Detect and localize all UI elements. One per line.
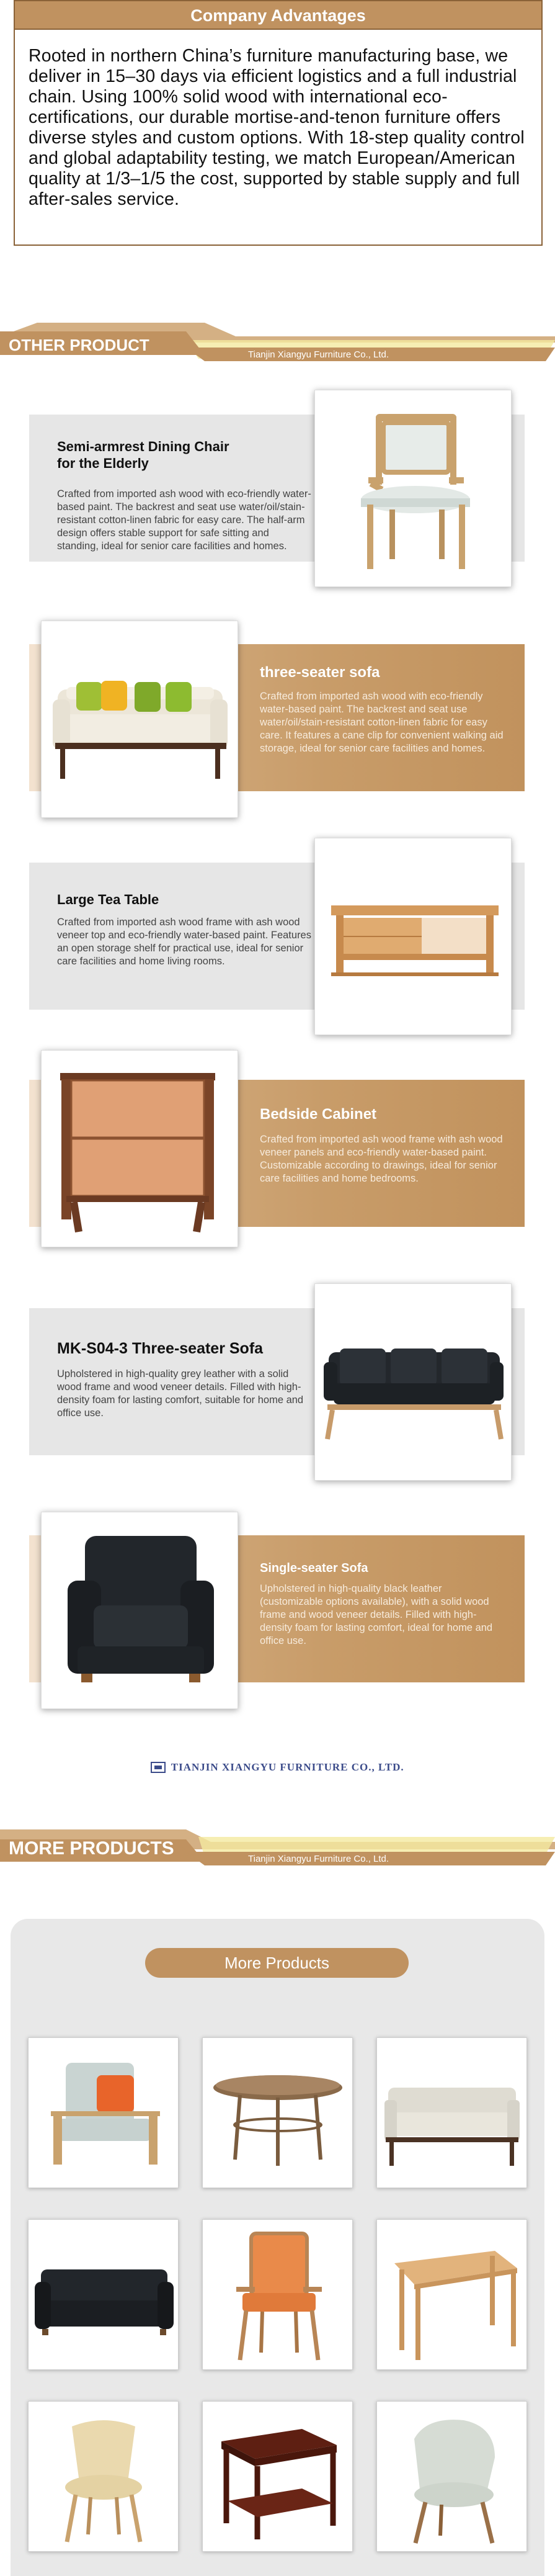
product-title: Single-seater Sofa bbox=[260, 1561, 368, 1575]
accent-chair-icon[interactable] bbox=[376, 2401, 527, 2552]
cream-chair-icon[interactable] bbox=[28, 2401, 179, 2552]
product-row bbox=[0, 1512, 555, 1710]
product-title: Bedside Cabinet bbox=[260, 1106, 377, 1123]
dining-chair-icon[interactable] bbox=[314, 390, 512, 587]
product-row bbox=[0, 838, 555, 1036]
product-title: Large Tea Table bbox=[57, 892, 159, 907]
panel-edge bbox=[29, 644, 42, 791]
advantages-text: Rooted in northern China’s furniture manufacturing base, we deliver in 15–30 days via efficient logistics and a full industrial chain. Using 100% solid wood with international eco-certifications, our durable mortise-and-tenon furniture offers diverse styles and custom options. With 18-step quality control and global adaptability testing, we match European/American quality at 1/3–1/5 the cost, supported by stable supply and full after-sales service. bbox=[29, 46, 525, 209]
lounge-chair-icon[interactable] bbox=[28, 2037, 179, 2188]
side-table-icon[interactable] bbox=[202, 2401, 353, 2552]
company-logo bbox=[0, 1761, 555, 1774]
product-description: Upholstered in high-quality black leather (customizable options available), with a solid wood frame and wood veneer details. Filled with high-density foam for lasting comfort, ideal for home and office use. bbox=[260, 1583, 493, 1646]
product-row bbox=[0, 390, 555, 588]
company-advantages-box bbox=[14, 0, 543, 246]
leather-sofa-icon[interactable] bbox=[314, 1283, 512, 1481]
panel-edge bbox=[29, 1080, 42, 1227]
dining-table-icon[interactable] bbox=[376, 2219, 527, 2370]
more-products-button[interactable]: More Products bbox=[145, 1948, 409, 1978]
loveseat-icon[interactable] bbox=[376, 2037, 527, 2188]
company-logo-text: TIANJIN XIANGYU FURNITURE CO., LTD. bbox=[171, 1761, 404, 1773]
panel-edge bbox=[29, 1535, 42, 1682]
more-products-title: MORE PRODUCTS bbox=[9, 1838, 174, 1859]
other-product-subtitle: Tianjin Xiangyu Furniture Co., Ltd. bbox=[248, 349, 389, 360]
product-row bbox=[0, 1050, 555, 1249]
product-title: MK-S04-3 Three-seater Sofa bbox=[57, 1340, 264, 1357]
product-description: Upholstered in high-quality grey leather with a solid wood frame and wood veneer details. Filled with high-density foam for lasting comfort, suitable for home and office use. bbox=[57, 1368, 304, 1419]
black-sofa-icon[interactable] bbox=[28, 2219, 179, 2370]
product-row bbox=[0, 621, 555, 819]
product-description: Crafted from imported ash wood with eco-friendly water-based paint. The backrest and seat use water/oil/stain-resistant cotton-linen fabric for easy care. The half-arm design offers stable support for safe sitting and standing, ideal for senior care facilities and homes. bbox=[57, 488, 311, 552]
product-description: Crafted from imported ash wood frame with ash wood veneer panels and eco-friendly water-based paint. Customizable according to drawings, ideal for senior care facilities and home bedrooms. bbox=[260, 1134, 503, 1184]
tea-table-icon[interactable] bbox=[314, 838, 512, 1035]
product-description: Crafted from imported ash wood frame with ash wood veneer top and eco-friendly water-based paint. Features an open storage shelf for practical use, ideal for senior care facilities and home living rooms. bbox=[57, 917, 311, 967]
other-product-banner bbox=[0, 323, 555, 372]
advantages-title: Company Advantages bbox=[15, 1, 541, 30]
product-description: Crafted from imported ash wood with eco-friendly water-based paint. The backrest and seat use water/oil/stain-resistant cotton-linen fabric for easy care. It features a cane clip for convenient walking aid storage, ideal for senior care facilities and homes. bbox=[260, 691, 504, 754]
orange-armchair-icon[interactable] bbox=[202, 2219, 353, 2370]
company-logo-icon bbox=[151, 1762, 166, 1773]
more-products-section bbox=[11, 1919, 544, 2576]
sofa-icon[interactable] bbox=[41, 621, 238, 818]
product-row bbox=[0, 1283, 555, 1482]
more-products-subtitle: Tianjin Xiangyu Furniture Co., Ltd. bbox=[248, 1854, 389, 1864]
armchair-icon[interactable] bbox=[41, 1512, 238, 1709]
round-table-icon[interactable] bbox=[202, 2037, 353, 2188]
other-product-title: OTHER PRODUCT bbox=[9, 336, 149, 354]
cabinet-icon[interactable] bbox=[41, 1050, 238, 1247]
product-title: Semi-armrest Dining Chair for the Elderly bbox=[57, 439, 229, 471]
product-title: three-seater sofa bbox=[260, 664, 380, 681]
more-products-banner bbox=[0, 1824, 555, 1874]
